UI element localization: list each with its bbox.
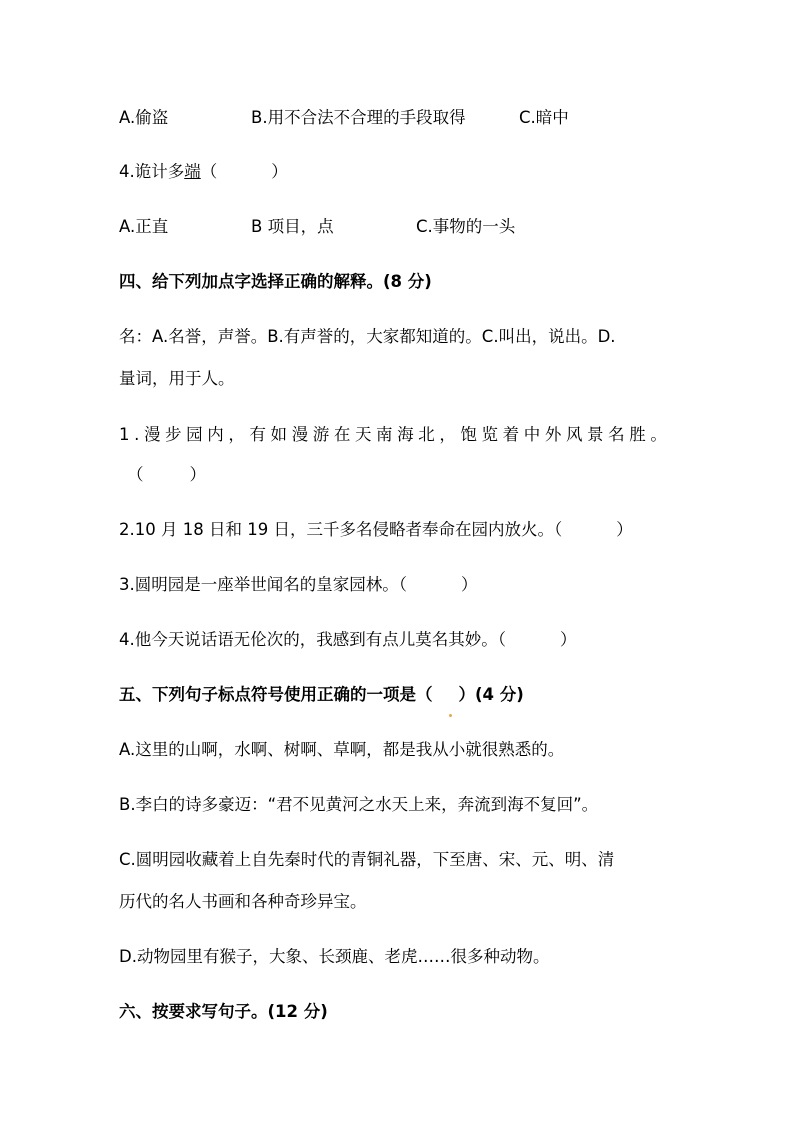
- item3-text: 3.圆明园是一座举世闻名的皇家园林。: [119, 575, 399, 594]
- section5-heading-suffix: ）(4 分): [458, 685, 524, 704]
- q4-question: [119, 161, 288, 183]
- section5-option-a: A.这里的山啊，水啊、树啊、草啊，都是我从小就很熟悉的。: [119, 740, 565, 759]
- q3-option-b: B.用不合法不合理的手段取得: [251, 108, 466, 127]
- q4-paren-close: ）: [271, 162, 288, 181]
- item3-paren-close: ）: [461, 575, 478, 594]
- item1-paren-open: （: [127, 465, 144, 484]
- section5-option-b: B.李白的诗多豪迈：“君不见黄河之水天上来，奔流到海不复回”。: [119, 795, 599, 814]
- item1-paren-close: ）: [189, 465, 206, 484]
- q3-options-row: [119, 107, 639, 129]
- section4-heading: 四、给下列加点字选择正确的解释。(8 分): [119, 272, 432, 291]
- section4-item1: 1.漫步园内，有如漫游在天南海北，饱览着中外风景名胜。: [119, 425, 672, 444]
- q4-options-row: [119, 216, 639, 238]
- q4-prefix: 4.诡计多: [119, 162, 185, 181]
- section5-option-c-line2: 历代的名人书画和各种奇珍异宝。: [119, 892, 367, 911]
- section6-heading: 六、按要求写句子。(12 分): [119, 1002, 328, 1021]
- section4-definition-line1: 名：A.名誉，声誉。B.有声誉的，大家都知道的。C.叫出，说出。D.: [119, 327, 616, 346]
- item3-paren-open: （: [398, 575, 407, 594]
- item2-paren-close: ）: [616, 520, 633, 539]
- section4-item3: [119, 574, 478, 596]
- item2-paren-open: （: [553, 520, 563, 539]
- q4-option-b: B 项目，点: [251, 217, 334, 236]
- section4-definition-line2: 量词，用于人。: [119, 369, 235, 388]
- item4-paren-close: ）: [560, 630, 577, 649]
- q4-option-a: A.正直: [119, 217, 169, 236]
- item4-paren-open: （: [497, 630, 506, 649]
- section5-option-d: D.动物园里有猴子，大象、长颈鹿、老虎……很多种动物。: [119, 947, 550, 966]
- q4-paren-open: （: [200, 162, 218, 181]
- section5-option-c-line1: C.圆明园收藏着上自先秦时代的青铜礼器，下至唐、宋、元、明、清: [119, 850, 615, 869]
- item2-text: 2.10 月 18 日和 19 日，三千多名侵略者奉命在园内放火。: [119, 520, 554, 539]
- section4-item4: [119, 629, 577, 651]
- q4-underlined-char: 端: [184, 162, 201, 181]
- section4-item2: [119, 519, 633, 541]
- section4-item1-answer: [127, 464, 206, 486]
- item4-text: 4.他今天说话语无伦次的，我感到有点儿莫名其妙。: [119, 630, 498, 649]
- q4-option-c: C.事物的一头: [416, 217, 516, 236]
- section5-heading: [119, 684, 524, 706]
- q3-option-c: C.暗中: [519, 108, 569, 127]
- q3-option-a: A.偷盗: [119, 108, 169, 127]
- section5-heading-prefix: 五、下列句子标点符号使用正确的一项是（: [119, 685, 433, 704]
